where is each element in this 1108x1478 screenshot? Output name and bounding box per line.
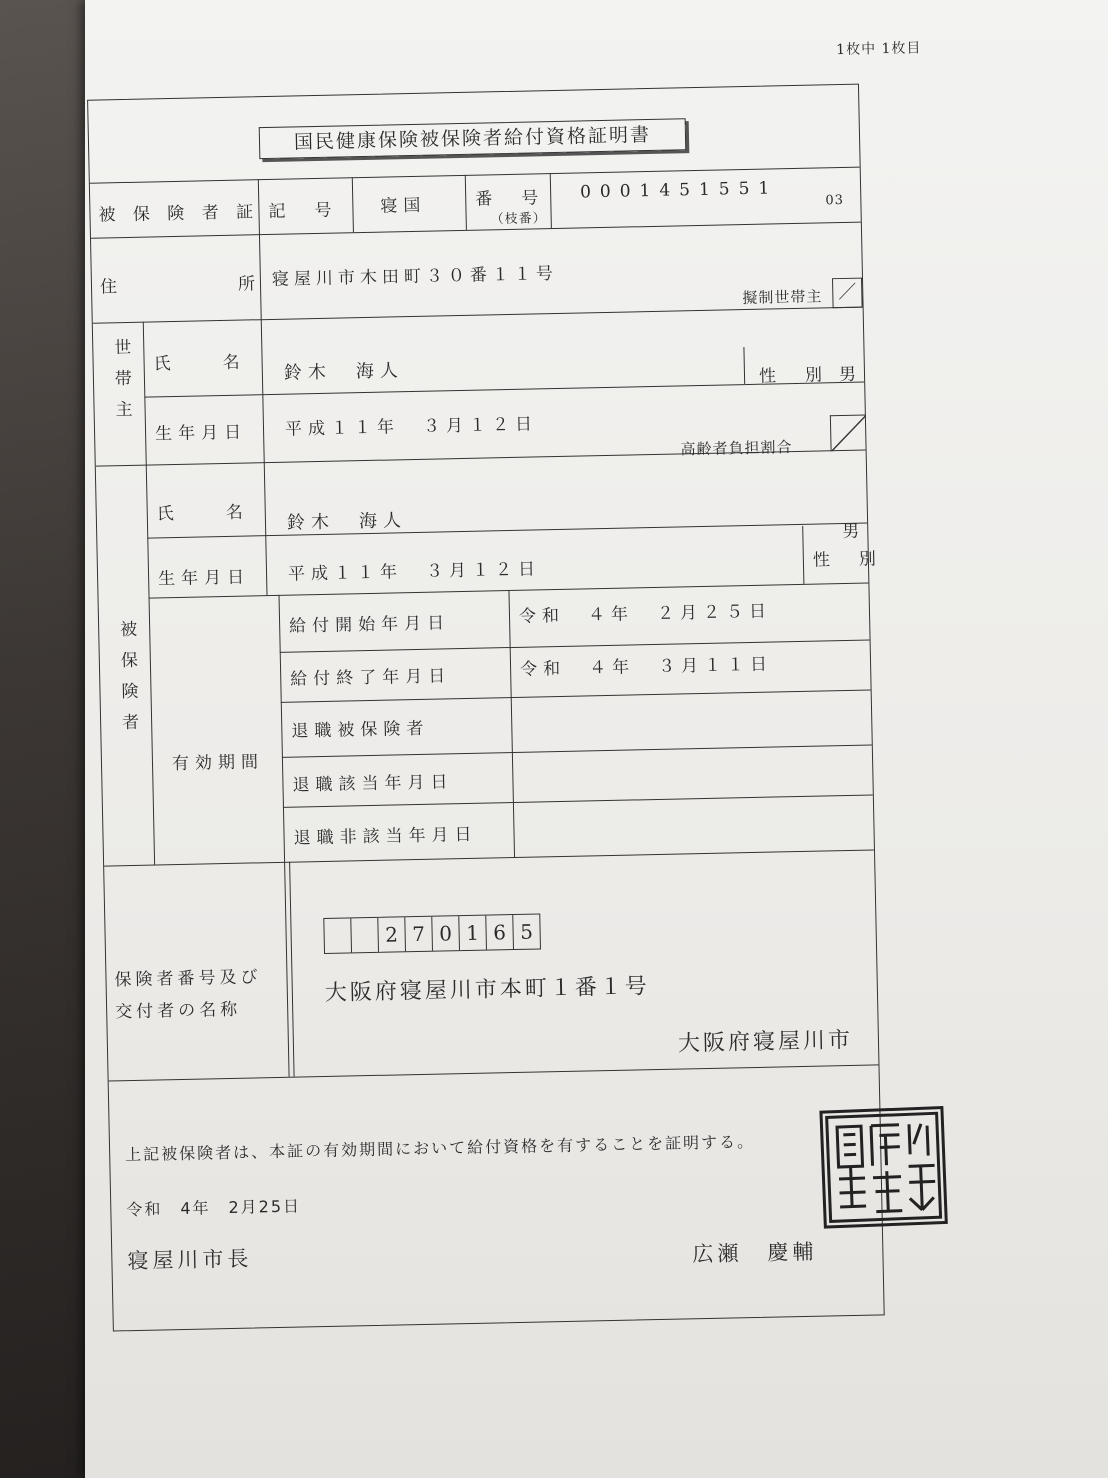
insurer-label-1: 保険者番号及び	[114, 967, 262, 991]
insurer-label-2: 交付者の名称	[115, 999, 242, 1023]
householder-gender: 男	[838, 364, 863, 386]
digit-box	[324, 918, 352, 953]
certification-text: 上記被保険者は、本証の有効期間において給付資格を有することを証明する。	[124, 1132, 756, 1165]
insured-name: 鈴木 海人	[286, 510, 408, 534]
certification-date: 令和 4年 2月25日	[126, 1196, 302, 1220]
digit-box: 2	[378, 917, 406, 952]
end-date-label: 給付終了年月日	[290, 666, 452, 690]
document-title: 国民健康保険被保険者給付資格証明書	[259, 118, 687, 159]
insured-gender-label: 性 別	[812, 549, 883, 571]
insured-dob: 平成１１年 ３月１２日	[287, 559, 542, 585]
insurer-name: 大阪府寝屋川市	[677, 1027, 854, 1057]
householder-dob: 平成１１年 ３月１２日	[284, 414, 539, 440]
insured-name-label: 氏 名	[156, 502, 249, 525]
digit-box: 1	[459, 916, 487, 951]
kigou-value: 寝国	[380, 195, 427, 217]
address-label: 住 所	[99, 274, 262, 298]
gisei-box: ／	[832, 278, 863, 309]
edaban-label: （枝番）	[490, 211, 547, 228]
page-count: 1枚中 1枚目	[836, 40, 922, 59]
digit-box	[351, 918, 379, 953]
insured-group-label: 被保険者	[115, 619, 139, 745]
householder-dob-label: 生年月日	[154, 422, 248, 445]
insurer-number-boxes	[323, 913, 541, 954]
start-date-label: 給付開始年月日	[288, 613, 451, 637]
retired-label: 退職被保険者	[291, 718, 430, 742]
insured-gender: 男	[842, 521, 866, 543]
gisei-label: 擬制世帯主	[742, 287, 823, 308]
empty-slash-icon	[831, 416, 867, 452]
start-date: 令和 ４年 ２月２５日	[518, 601, 773, 627]
insurer-address: 大阪府寝屋川市本町１番１号	[324, 974, 651, 1006]
issuer-name: 広瀬 慶輔	[692, 1239, 818, 1267]
form-frame	[87, 84, 885, 1332]
elderly-box	[830, 415, 867, 452]
retired-date-label: 退職該当年月日	[292, 772, 454, 796]
seal-stamp-icon	[823, 1109, 945, 1225]
certificate-document	[75, 0, 1105, 1420]
card-label: 被 保 険 者 証	[98, 202, 260, 226]
digit-box: 7	[405, 917, 433, 952]
householder-group-label: 世帯主	[110, 337, 133, 432]
card-number: 0001451551	[579, 178, 779, 203]
kigou-label: 記 号	[268, 200, 338, 222]
digit-box: 0	[432, 916, 460, 951]
digit-box: 6	[486, 915, 514, 950]
end-date: 令和 ４年 ３月１１日	[519, 654, 774, 680]
householder-name: 鈴木 海人	[283, 360, 405, 384]
issuer-title: 寝屋川市長	[127, 1246, 253, 1274]
insured-dob-label: 生年月日	[157, 567, 251, 590]
bangou-label: 番 号	[475, 188, 545, 210]
validity-label: 有効期間	[171, 752, 265, 775]
digit-box: 5	[519, 919, 534, 944]
edaban-number: 03	[825, 192, 845, 209]
elderly-label: 高齢者負担割合	[680, 438, 793, 459]
official-seal	[819, 1106, 947, 1229]
address-value: 寝屋川市木田町３０番１１号	[271, 263, 559, 290]
householder-gender-label: 性 別	[758, 365, 829, 387]
non-retired-date-label: 退職非該当年月日	[293, 824, 478, 849]
householder-name-label: 氏 名	[153, 352, 246, 375]
